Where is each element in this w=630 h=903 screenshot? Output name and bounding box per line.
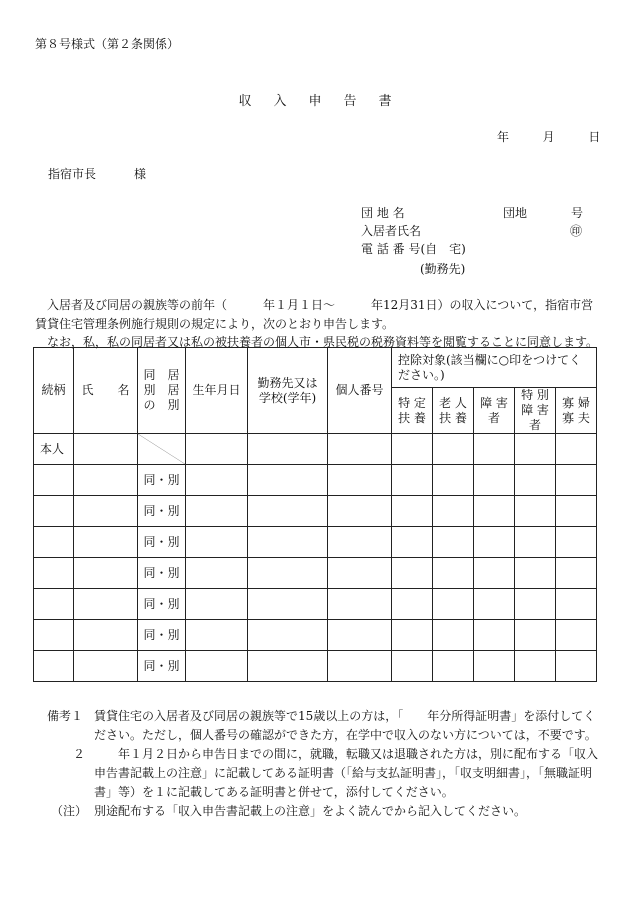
cell-disabled[interactable] (474, 558, 515, 589)
form-number: 第８号様式（第２条関係） (35, 37, 180, 51)
cell-disabled[interactable] (474, 496, 515, 527)
page-title: 収入申告書 (238, 94, 414, 109)
phone-label: 電 話 番 号(自 宅) (361, 242, 466, 256)
header-relation: 続柄 (34, 348, 74, 434)
paragraph-consent: なお，私，私の同居者又は私の被扶養者の個人市・県民税の税務資料等を閲覧することに同意します。 (47, 335, 599, 349)
cell-workplace[interactable] (248, 589, 328, 620)
table-row (34, 589, 597, 620)
cell-specific-dependent[interactable] (392, 496, 433, 527)
cell-birthdate[interactable] (186, 651, 248, 682)
cell-specific-dependent[interactable] (392, 620, 433, 651)
cell-relation[interactable] (34, 558, 74, 589)
table-row (34, 465, 597, 496)
resident-name-label: 入居者氏名 (361, 224, 422, 238)
header-elderly-dependent: 老 人 扶 養 (433, 388, 474, 434)
addressee (48, 167, 146, 181)
date-day: 日 (588, 130, 601, 144)
danchi-unit: 団地 (503, 206, 528, 220)
note-2-label: ２ (73, 747, 86, 761)
diagonal-line (138, 434, 185, 464)
danchi-label: 団 地 名 (361, 206, 405, 220)
cell-birthdate[interactable] (186, 527, 248, 558)
header-widow: 寡 婦 寡 夫 (556, 388, 597, 434)
cell-relation[interactable] (34, 651, 74, 682)
cell-mynumber[interactable] (328, 496, 392, 527)
table-row (34, 527, 597, 558)
header-workplace: 勤務先又は学校(学年) (248, 348, 328, 434)
cell-elderly-dependent[interactable] (433, 558, 474, 589)
cell-widow[interactable] (556, 465, 597, 496)
note-3-label: （注） (51, 804, 88, 818)
cell-specific-dependent[interactable] (392, 651, 433, 682)
cell-mynumber[interactable] (328, 558, 392, 589)
header-deduction: 控除対象(該当欄に○印をつけてください。) (392, 348, 597, 388)
cell-cohabit[interactable]: 同・別 (138, 651, 186, 682)
cell-elderly-dependent[interactable] (433, 620, 474, 651)
date-year: 年 (497, 130, 510, 144)
note-3-text: 別途配布する「収入申告書記載上の注意」をよく読んでから記入してください。 (94, 804, 527, 818)
cell-birthdate[interactable] (186, 465, 248, 496)
cell-relation[interactable] (34, 465, 74, 496)
cell-special-disabled[interactable] (515, 651, 556, 682)
cell-mynumber[interactable] (328, 434, 392, 465)
cell-birthdate[interactable] (186, 620, 248, 651)
cell-elderly-dependent[interactable] (433, 434, 474, 465)
date-line[interactable] (497, 130, 600, 144)
cell-special-disabled[interactable] (515, 434, 556, 465)
cell-special-disabled[interactable] (515, 496, 556, 527)
cell-special-disabled[interactable] (515, 558, 556, 589)
cell-relation[interactable] (34, 527, 74, 558)
cell-disabled[interactable] (474, 651, 515, 682)
cell-mynumber[interactable] (328, 620, 392, 651)
cell-elderly-dependent[interactable] (433, 465, 474, 496)
header-birthdate: 生年月日 (186, 348, 248, 434)
cell-name[interactable] (74, 434, 138, 465)
table-row (34, 558, 597, 589)
table-row (34, 651, 597, 682)
addressee-name: 指宿市長 (48, 167, 97, 181)
paragraph-income: 入居者及び同居の親族等の前年（ 年１月１日～ 年12月31日）の収入について，指宿市営賃貸住宅管理条例施行規則の規定により，次のとおり申告します。 (35, 298, 594, 331)
cell-relation[interactable]: 本人 (34, 434, 74, 465)
cell-special-disabled[interactable] (515, 620, 556, 651)
cell-specific-dependent[interactable] (392, 434, 433, 465)
header-special-disabled: 特 別 障 害 者 (515, 388, 556, 434)
table-row-self (34, 434, 597, 465)
header-cohabit: 同 居 別 居 の 別 (138, 348, 186, 434)
cell-widow[interactable] (556, 496, 597, 527)
cell-widow[interactable] (556, 558, 597, 589)
note-1-text: 賃貸住宅の入居者及び同居の親族等で15歳以上の方は，「 年分所得証明書」を添付してください。ただし，個人番号の確認ができた方，在学中で収入のない方については，不要です。 (94, 709, 597, 742)
cell-elderly-dependent[interactable] (433, 651, 474, 682)
cell-special-disabled[interactable] (515, 527, 556, 558)
cell-specific-dependent[interactable] (392, 527, 433, 558)
note-1-label: 備考１ (47, 709, 84, 723)
cell-special-disabled[interactable] (515, 589, 556, 620)
cell-widow[interactable] (556, 651, 597, 682)
cell-relation[interactable] (34, 496, 74, 527)
cell-workplace[interactable] (248, 496, 328, 527)
cell-name[interactable] (74, 496, 138, 527)
cell-cohabit[interactable]: 同・別 (138, 558, 186, 589)
cell-name[interactable] (74, 651, 138, 682)
cell-widow[interactable] (556, 527, 597, 558)
seal-mark: ㊞ (570, 224, 583, 238)
cell-workplace[interactable] (248, 527, 328, 558)
cell-name[interactable] (74, 620, 138, 651)
note-3 (35, 802, 600, 821)
cell-workplace[interactable] (248, 434, 328, 465)
cell-cohabit[interactable]: 同・別 (138, 496, 186, 527)
header-name: 氏 名 (74, 348, 138, 434)
cell-workplace[interactable] (248, 620, 328, 651)
cell-elderly-dependent[interactable] (433, 496, 474, 527)
cell-mynumber[interactable] (328, 589, 392, 620)
cell-birthdate[interactable] (186, 558, 248, 589)
cell-widow[interactable] (556, 434, 597, 465)
table-row (34, 496, 597, 527)
header-disabled: 障 害 者 (474, 388, 515, 434)
phone-work-label: (勤務先) (420, 262, 466, 276)
cell-workplace[interactable] (248, 651, 328, 682)
cell-elderly-dependent[interactable] (433, 589, 474, 620)
cell-workplace[interactable] (248, 558, 328, 589)
cell-cohabit[interactable]: 同・別 (138, 527, 186, 558)
cell-disabled[interactable] (474, 589, 515, 620)
cell-cohabit[interactable] (138, 434, 186, 465)
cell-widow[interactable] (556, 620, 597, 651)
cell-disabled[interactable] (474, 465, 515, 496)
cell-cohabit[interactable]: 同・別 (138, 620, 186, 651)
cell-relation[interactable] (34, 589, 74, 620)
cell-widow[interactable] (556, 589, 597, 620)
cell-birthdate[interactable] (186, 434, 248, 465)
cell-mynumber[interactable] (328, 465, 392, 496)
cell-name[interactable] (74, 465, 138, 496)
cell-birthdate[interactable] (186, 589, 248, 620)
note-2-text: 年１月２日から申告日までの間に，就職，転職又は退職された方は，別に配布する「収入申告書記載上の注意」に記載してある証明書（「給与支払証明書」，「収支明細書」，「無職証明書」等）を１に記載してある証明書と併せて，添付してください。 (94, 747, 599, 799)
cell-disabled[interactable] (474, 434, 515, 465)
cell-special-disabled[interactable] (515, 465, 556, 496)
date-month: 月 (542, 130, 555, 144)
cell-specific-dependent[interactable] (392, 558, 433, 589)
note-1 (35, 707, 600, 745)
cell-specific-dependent[interactable] (392, 465, 433, 496)
cell-relation[interactable] (34, 620, 74, 651)
cell-name[interactable] (74, 527, 138, 558)
cell-specific-dependent[interactable] (392, 589, 433, 620)
cell-elderly-dependent[interactable] (433, 527, 474, 558)
cell-workplace[interactable] (248, 465, 328, 496)
notes (35, 707, 600, 821)
cell-disabled[interactable] (474, 620, 515, 651)
cell-birthdate[interactable] (186, 496, 248, 527)
cell-name[interactable] (74, 589, 138, 620)
cell-cohabit[interactable]: 同・別 (138, 465, 186, 496)
cell-name[interactable] (74, 558, 138, 589)
table-row (34, 620, 597, 651)
go-unit: 号 (571, 206, 584, 220)
header-specific-dependent: 特 定 扶 養 (392, 388, 433, 434)
family-table (33, 347, 597, 682)
cell-disabled[interactable] (474, 527, 515, 558)
cell-cohabit[interactable]: 同・別 (138, 589, 186, 620)
cell-mynumber[interactable] (328, 651, 392, 682)
note-2 (35, 745, 600, 802)
cell-mynumber[interactable] (328, 527, 392, 558)
addressee-honorific: 様 (134, 167, 147, 181)
header-mynumber: 個人番号 (328, 348, 392, 434)
